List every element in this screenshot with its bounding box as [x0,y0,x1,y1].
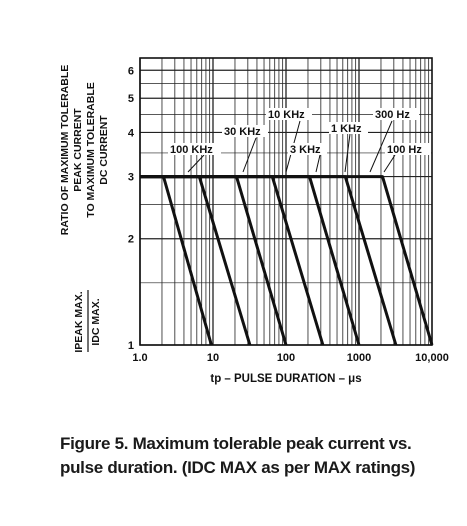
x-tick-label: 1.0 [132,352,148,364]
grid [140,58,432,345]
series-label: 30 KHz [224,126,261,138]
y-fraction-denominator: IDC MAX. [90,298,102,346]
y-tick-label: 6 [127,65,134,78]
series-label: 300 Hz [375,109,410,121]
series-label: 3 KHz [290,144,321,156]
series-label: 10 KHz [268,109,305,121]
y-axis-title-line: PEAK CURRENT [72,108,84,192]
y-axis-title-line: DC CURRENT [98,115,110,185]
y-tick-label: 5 [127,93,134,106]
figure-caption [60,432,455,480]
series-line [140,177,359,345]
y-fraction-numerator: IPEAK MAX. [73,291,85,353]
y-axis-title-line: TO MAXIMUM TOLERABLE [85,82,97,218]
y-tick-label: 1 [127,340,134,352]
series-label: 100 KHz [170,144,213,156]
series-line [140,177,396,345]
series-label-leader [316,155,320,172]
series-label-leader [384,155,395,172]
x-tick-label: 1000 [346,352,372,364]
series-line [140,177,211,345]
series-labels [168,108,431,172]
x-axis-title: tp – PULSE DURATION – μs [210,373,362,385]
series-label: 1 KHz [331,123,362,135]
y-tick-label: 4 [127,127,134,140]
series-label: 100 Hz [387,144,422,156]
x-tick-label: 10 [206,352,220,364]
series-line [140,177,323,345]
x-tick-label: 10,000 [415,352,449,364]
x-tick-label: 100 [276,352,296,364]
caption-line-2: pulse duration. (IDC MAX as per MAX ratings) [60,458,416,477]
series-label-leader [243,138,256,172]
caption-line-1: Figure 5. Maximum tolerable peak current vs. [60,434,412,453]
y-tick-label: 3 [127,171,134,184]
y-tick-label: 2 [127,233,134,246]
series-line [140,177,250,345]
y-axis-title-line: RATIO OF MAXIMUM TOLERABLE [59,64,71,236]
